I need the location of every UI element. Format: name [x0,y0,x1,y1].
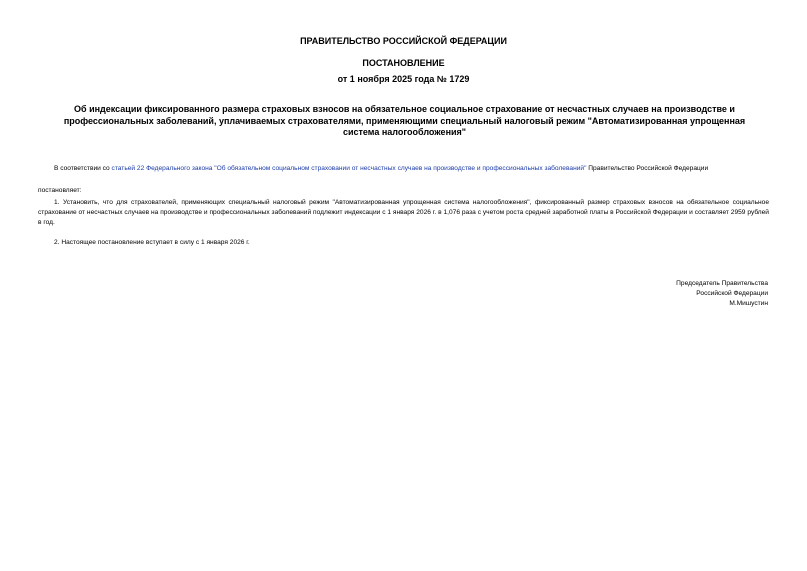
intro-suffix: Правительство Российской Федерации [586,165,709,172]
intro-prefix: В соответствии со [54,165,112,172]
document-type-heading: ПОСТАНОВЛЕНИЕ [362,58,445,68]
date-number-heading: от 1 ноября 2025 года № 1729 [337,74,470,84]
law-article-link[interactable]: статьей 22 Федерального закона "Об обязательном социальном страховании от несчастных случаев на производстве и профессиональных заболеваний" [111,165,587,172]
signature-name: М.Мишустин [729,300,768,307]
decree-word: постановляет: [38,187,82,194]
intro-paragraph [54,164,769,174]
signature-organization: Российской Федерации [696,290,768,297]
document-title: Об индексации фиксированного размера страховых взносов на обязательное социальное страхование от несчастных случаев на производстве и профессиональных заболеваний, уплачиваемых страхователями, применяющими специальный налоговый режим "Автоматизированная упрощенная система налогообложения" [63,104,746,137]
signature-position: Председатель Правительства [676,280,768,287]
signature-block [676,279,768,309]
clause-2: 2. Настоящее постановление вступает в силу с 1 января 2026 г. [54,239,250,246]
government-heading: ПРАВИТЕЛЬСТВО РОССИЙСКОЙ ФЕДЕРАЦИИ [300,36,507,46]
clause-1: 1. Установить, что для страхователей, применяющих специальный налоговый режим "Автоматизированная упрощенная система налогообложения", фиксированный размер страховых взносов на обязательное социальное страхование от несчастных случаев на производстве и профессиональных заболеваний подлежит индексации с 1 января 2026 г. в 1,076 раза с учетом роста средней заработной платы в Российской Федерации и составляет 2959 рублей в год. [38,199,769,226]
